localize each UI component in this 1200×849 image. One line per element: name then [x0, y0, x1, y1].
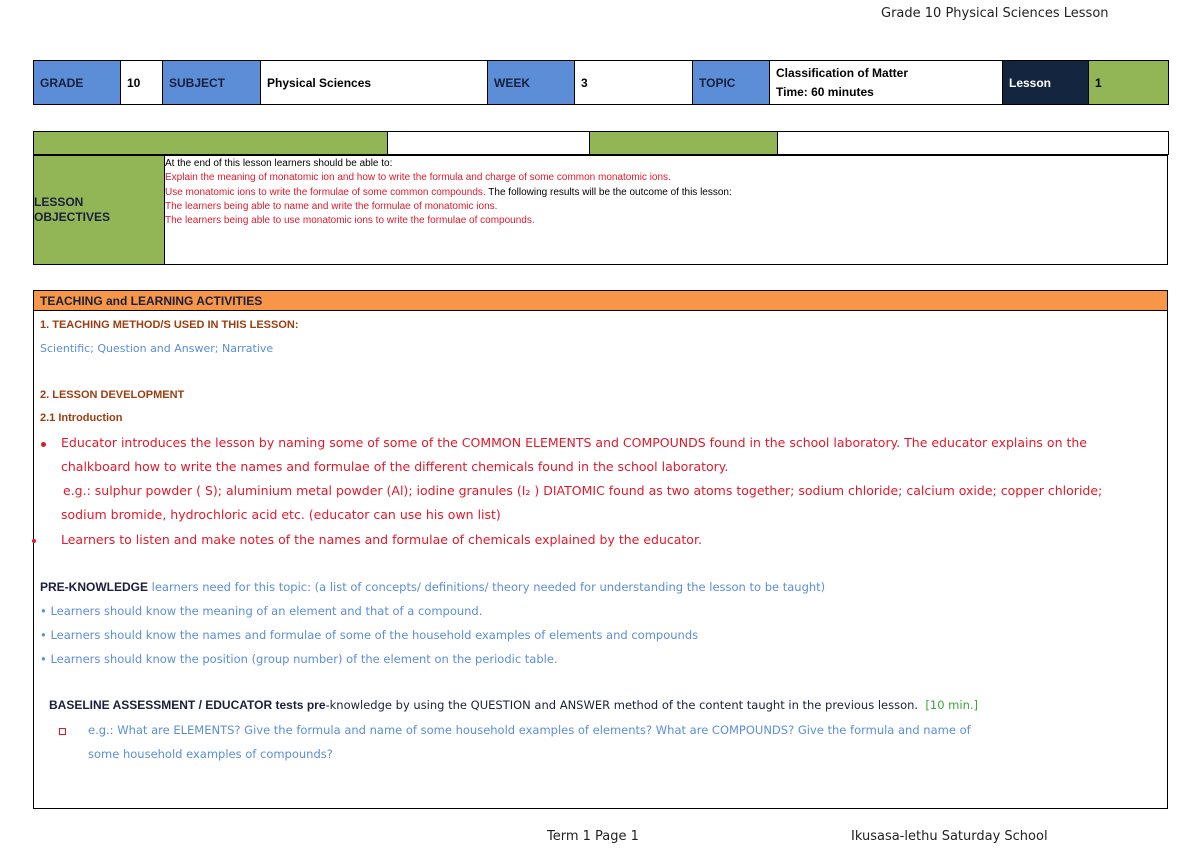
intro-bullet1-line4: sodium bromide, hydrochloric acid etc. (educator can use his own list) [61, 507, 501, 522]
example-line-1: e.g.: What are ELEMENTS? Give the formula and name of some household examples of elements? What are COMPOUNDS? Give the formula and name of [88, 723, 971, 737]
baseline-time: [10 min.] [925, 698, 979, 712]
subject-label: SUBJECT [163, 61, 261, 105]
grade-value: 10 [121, 61, 163, 105]
objectives-label-line2: OBJECTIVES [34, 210, 111, 224]
methods-text: Scientific; Question and Answer; Narrative [40, 342, 274, 355]
baseline-text: -knowledge by using the QUESTION and ANSWER method of the content taught in the previous lesson. [325, 698, 919, 712]
objectives-intro: At the end of this lesson learners should be able to: [165, 158, 393, 169]
teaching-heading: TEACHING and LEARNING ACTIVITIES [34, 291, 1167, 311]
footer-school: Ikusasa-lethu Saturday School [851, 829, 1048, 844]
strip-cell-4 [778, 132, 1169, 155]
objectives-text [165, 157, 732, 228]
baseline-bold: BASELINE ASSESSMENT / EDUCATOR tests pre [49, 698, 326, 712]
intro-bullet2: Learners to listen and make notes of the names and formulae of chemicals explained by the educator. [61, 532, 702, 547]
topic-cell [770, 61, 1003, 105]
topic-label: TOPIC [693, 61, 770, 105]
example-line-2: some household examples of compounds? [88, 747, 333, 761]
strip-cell-2 [388, 132, 590, 155]
intro-bullet1-line2: chalkboard how to write the names and formulae of the different chemicals found in the school laboratory. [61, 459, 729, 474]
lesson-value: 1 [1089, 61, 1169, 105]
pre-knowledge-item-2: • Learners should know the names and formulae of some of the household examples of elements and compounds [40, 628, 699, 642]
intro-bullet1-line1: Educator introduces the lesson by naming some of some of the COMMON ELEMENTS and COMPOUNDS found in the school laboratory. The educator explains on the [61, 435, 1087, 450]
strip-cell-3 [590, 132, 778, 155]
strip-cell-1 [34, 132, 388, 155]
week-value: 3 [575, 61, 693, 105]
pre-knowledge-label: PRE-KNOWLEDGE [40, 580, 148, 594]
pre-knowledge-item-3: • Learners should know the position (group number) of the element on the periodic table. [40, 652, 558, 666]
pre-knowledge-line [40, 580, 825, 594]
lesson-objectives-box [33, 155, 1168, 265]
baseline-line [49, 698, 978, 712]
lesson-label: Lesson [1003, 61, 1089, 105]
objectives-label [34, 156, 165, 264]
development-heading: 2. LESSON DEVELOPMENT [40, 389, 185, 401]
week-label: WEEK [488, 61, 575, 105]
objectives-label-line1: LESSON [34, 195, 84, 209]
document-header-title: Grade 10 Physical Sciences Lesson [881, 6, 1109, 21]
square-bullet-icon [59, 728, 66, 735]
objective-2 [165, 186, 732, 200]
bullet-dot-2 [32, 539, 36, 543]
grade-label: GRADE [34, 61, 121, 105]
footer-page: Term 1 Page 1 [547, 829, 639, 844]
pre-knowledge-text: learners need for this topic: (a list of concepts/ definitions/ theory needed for understanding the lesson to be taught) [148, 580, 826, 594]
objective-2-black: The following results will be the outcome of this lesson: [485, 186, 732, 198]
intro-bullet1-line3: e.g.: sulphur powder ( S); aluminium metal powder (Al); iodine granules (I₂ ) DIATOMIC found as two atoms together; sodium chloride; calcium oxide; copper chloride; [63, 483, 1103, 498]
objective-4: The learners being able to use monatomic ions to write the formulae of compounds. [165, 215, 535, 227]
introduction-heading: 2.1 Introduction [40, 412, 123, 424]
objective-3: The learners being able to name and write the formulae of monatomic ions. [165, 200, 498, 212]
time-value: Time: 60 minutes [776, 84, 874, 99]
topic-value: Classification of Matter [776, 65, 909, 80]
objective-1: Explain the meaning of monatomic ion and how to write the formula and charge of some common monatomic ions. [165, 172, 671, 184]
pre-knowledge-item-1: • Learners should know the meaning of an element and that of a compound. [40, 604, 483, 618]
lesson-info-table [33, 60, 1169, 105]
bullet-dot-1 [41, 442, 46, 447]
teaching-activities-box [33, 290, 1168, 809]
subject-value: Physical Sciences [261, 61, 488, 105]
method-heading: 1. TEACHING METHOD/S USED IN THIS LESSON: [40, 319, 299, 331]
objective-2-red: Use monatomic ions to write the formulae of some common compounds. [165, 186, 486, 198]
header-strip [33, 131, 1169, 155]
